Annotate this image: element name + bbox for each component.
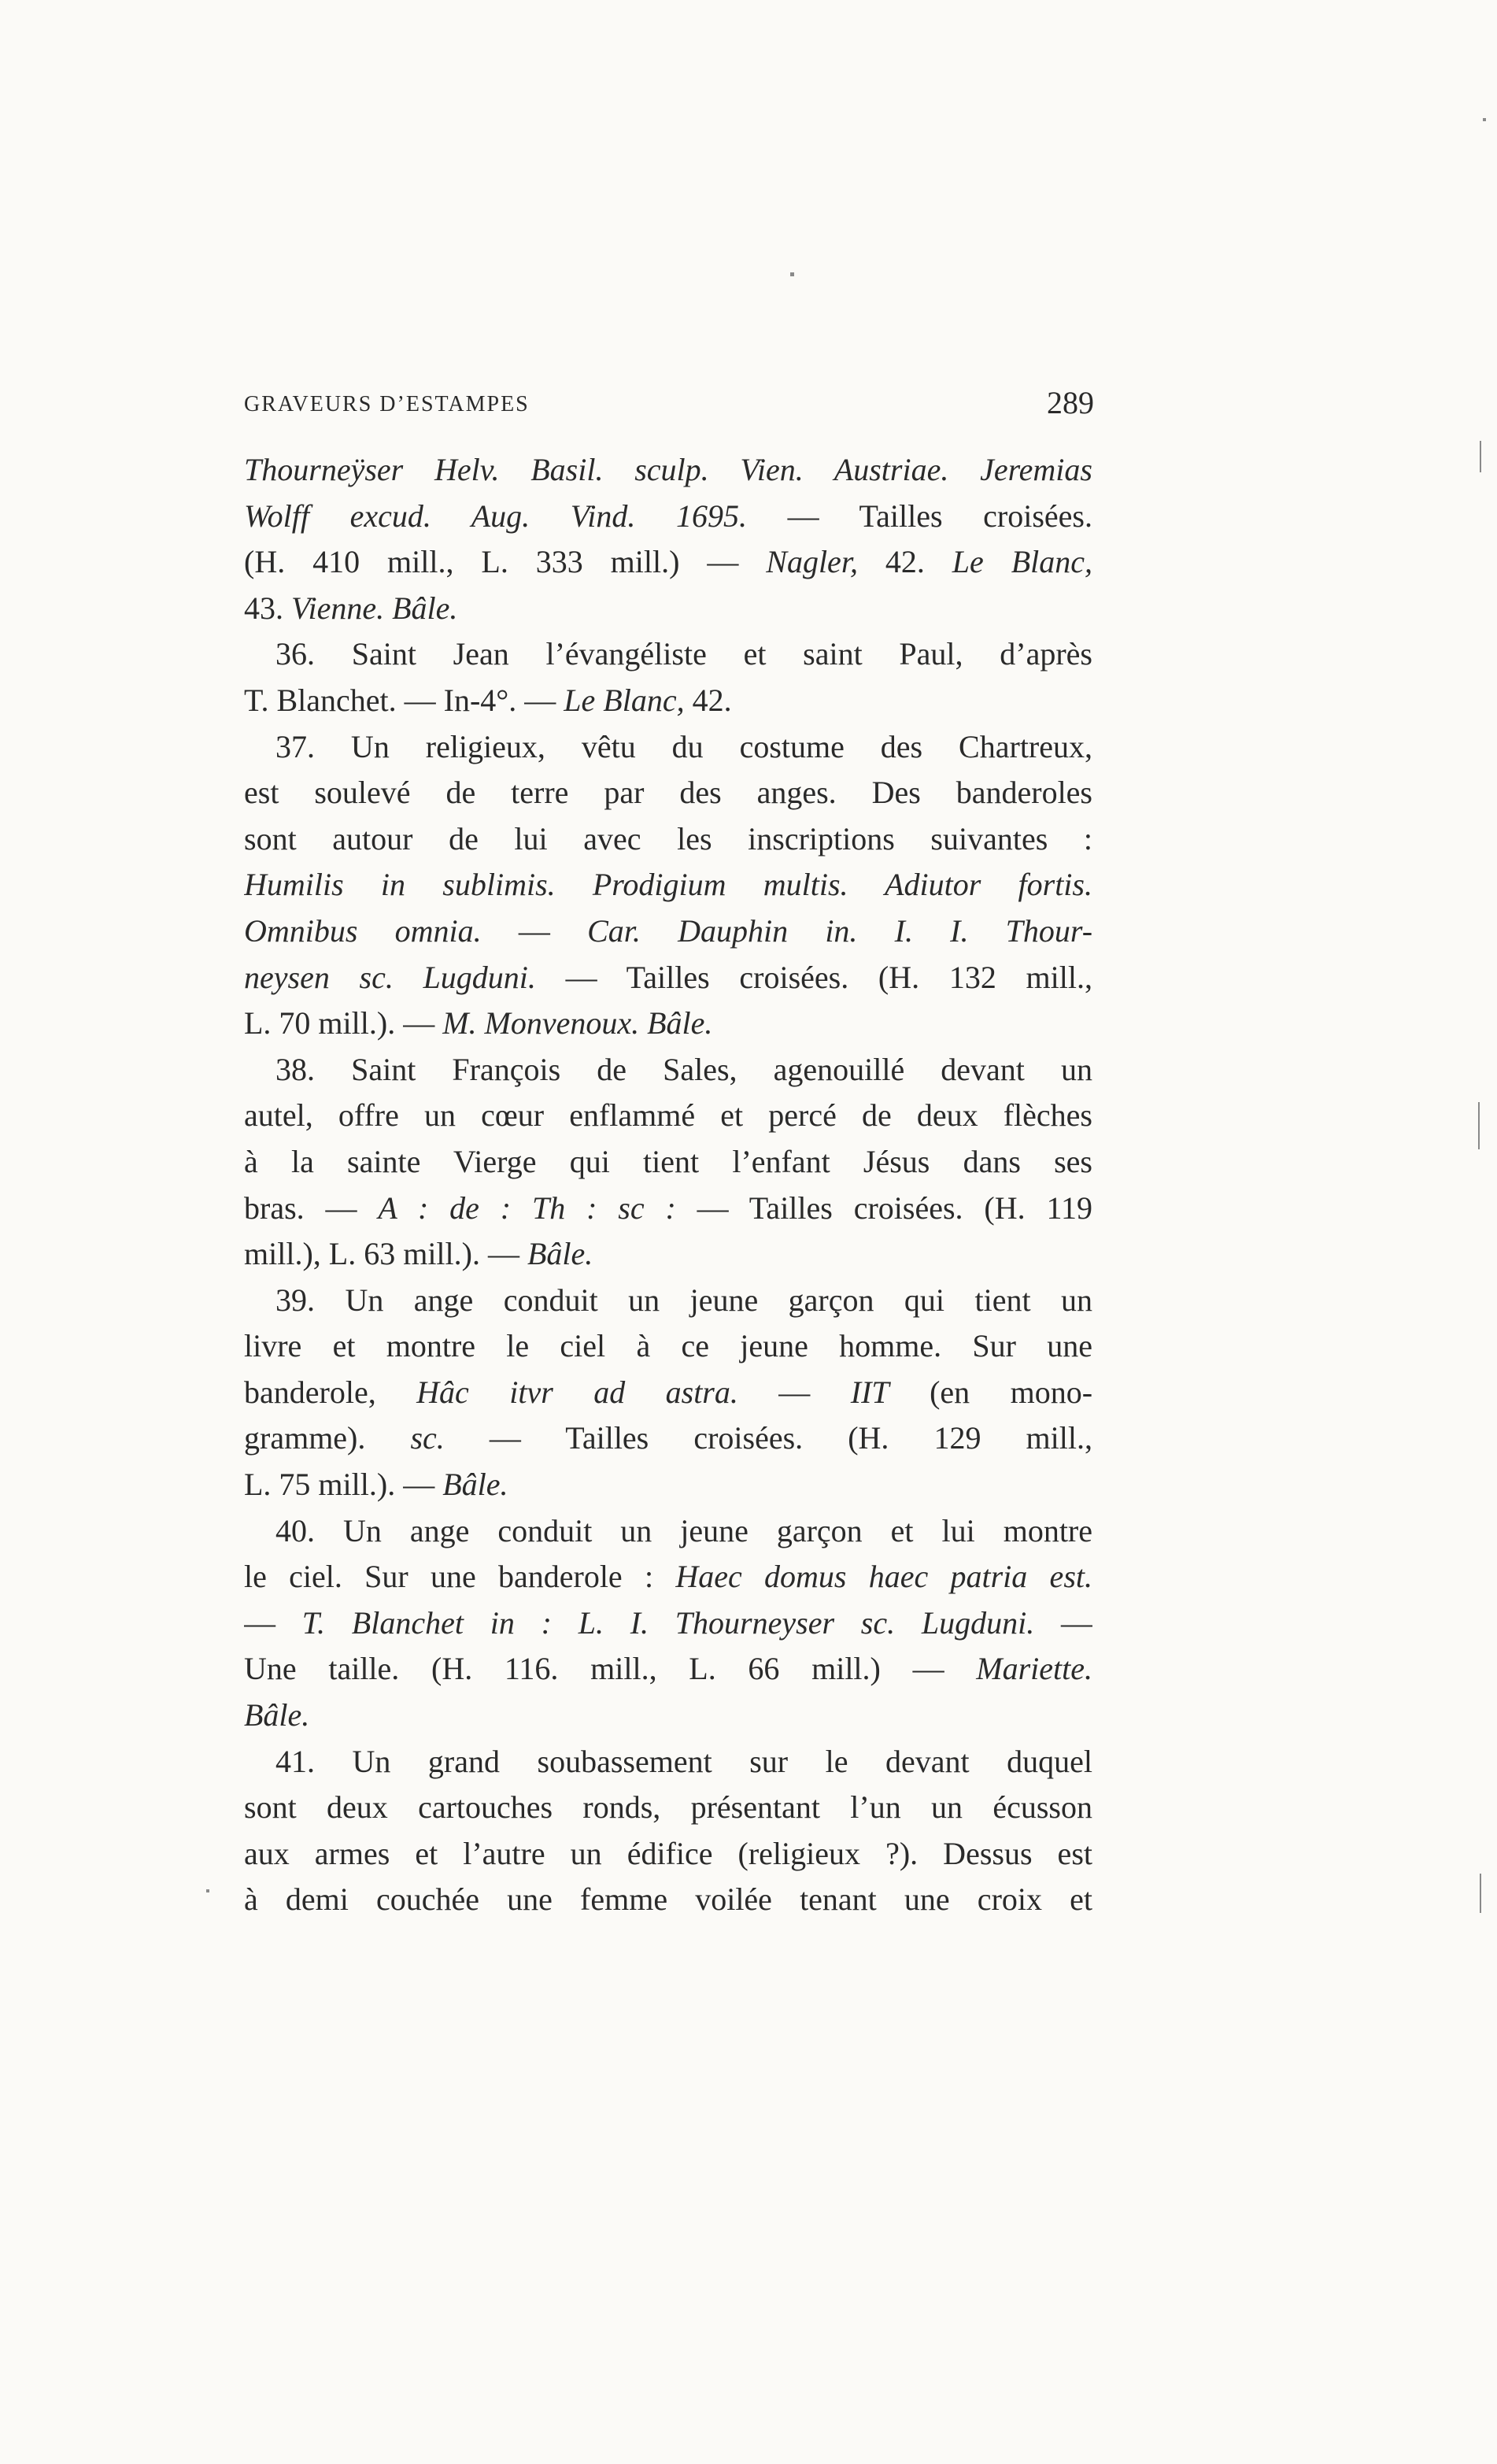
italic-text: Thourneÿser Helv. Basil. sculp. Vien. Austriae. Jeremias <box>244 452 1092 487</box>
italic-text: Nagler, <box>766 544 885 580</box>
roman-text: — Tailles croisées. (H. 132 mill., <box>535 959 1092 995</box>
italic-text: M. Monvenoux. Bâle. <box>442 1005 713 1041</box>
roman-text: 40. Un ange conduit un jeune garçon et lui montre <box>275 1512 1092 1548</box>
italic-text: Humilis in sublimis. Prodigium multis. Adiutor fortis. <box>244 867 1092 903</box>
text-line <box>244 1047 1092 1093</box>
roman-text: à la sainte Vierge qui tient l’enfant Jésus dans ses <box>244 1143 1092 1179</box>
text-line <box>244 631 1092 678</box>
scan-speck <box>206 1889 209 1892</box>
roman-text: (H. 410 mill., L. 333 mill.) — <box>244 544 767 580</box>
scan-speck <box>790 272 794 276</box>
roman-text: 39. Un ange conduit un jeune garçon qui tient un <box>275 1282 1092 1318</box>
italic-text: Bâle. <box>527 1236 593 1272</box>
text-line <box>244 1139 1092 1186</box>
roman-text: 38. Saint François de Sales, agenouillé devant un <box>275 1051 1092 1087</box>
text-line <box>244 586 1092 632</box>
roman-text: T. Blanchet. — In-4°. — <box>244 682 564 718</box>
scan-speck <box>1480 1874 1481 1913</box>
text-line <box>244 908 1092 955</box>
text-line <box>244 1600 1092 1647</box>
roman-text: — Tailles croisées. (H. 129 mill., <box>444 1420 1092 1456</box>
text-line <box>244 494 1092 540</box>
text-line <box>244 1785 1092 1831</box>
roman-text: livre et montre le ciel à ce jeune homme. Sur une <box>244 1328 1092 1364</box>
roman-text: — <box>481 912 588 949</box>
roman-text: L. 70 mill.). — <box>244 1005 443 1041</box>
roman-text: 42. <box>692 682 732 718</box>
text-line <box>244 1693 1092 1739</box>
italic-text: sc. <box>410 1420 445 1456</box>
italic-text: IIT <box>850 1374 889 1410</box>
italic-text: Wolff excud. Aug. Vind. 1695. <box>244 498 747 534</box>
text-line <box>244 1646 1092 1693</box>
scan-speck <box>1480 441 1481 472</box>
roman-text: 37. Un religieux, vêtu du costume des Chartreux, <box>275 728 1092 764</box>
roman-text: 42. <box>885 544 952 580</box>
roman-text: est soulevé de terre par des anges. Des banderoles <box>244 775 1092 811</box>
text-line <box>244 1831 1092 1878</box>
text-line <box>244 1186 1092 1232</box>
text-line <box>244 1093 1092 1139</box>
roman-text: sont deux cartouches ronds, présentant l’un un écusson <box>244 1789 1092 1826</box>
page-header <box>244 384 1094 431</box>
text-line <box>244 1739 1092 1785</box>
italic-text: Mariette. <box>976 1651 1092 1687</box>
text-line <box>244 1278 1092 1324</box>
text-line <box>244 678 1092 724</box>
text-line <box>244 724 1092 771</box>
roman-text: L. 75 mill.). — <box>244 1467 443 1503</box>
scan-speck <box>1483 118 1486 121</box>
text-line <box>244 1554 1092 1600</box>
italic-text: Le Blanc, <box>952 544 1092 580</box>
italic-text: Le Blanc, <box>564 682 693 718</box>
running-title: GRAVEURS D’ESTAMPES <box>244 392 530 416</box>
roman-text: bras. — <box>244 1189 379 1226</box>
text-line <box>244 816 1092 863</box>
text-line <box>244 1462 1092 1508</box>
text-line <box>244 1323 1092 1370</box>
italic-text: Bâle. <box>442 1467 508 1503</box>
text-line <box>244 1508 1092 1555</box>
roman-text: — Tailles croisées. <box>747 498 1092 534</box>
italic-text: T. Blanchet in : L. I. Thourneyser sc. Lugduni. <box>301 1604 1035 1641</box>
text-line <box>244 1370 1092 1416</box>
italic-text: Hâc itvr ad astra. <box>416 1374 738 1410</box>
roman-text: — Tailles croisées. (H. 119 <box>675 1189 1092 1226</box>
roman-text: mill.), L. 63 mill.). — <box>244 1236 527 1272</box>
italic-text: Omnibus omnia. <box>244 912 482 949</box>
roman-text: (en mono- <box>889 1374 1092 1410</box>
text-line <box>244 1231 1092 1278</box>
roman-text: aux armes et l’autre un édifice (religieux ?). Dessus est <box>244 1835 1092 1871</box>
page-number: 289 <box>1047 385 1094 420</box>
roman-text: sont autour de lui avec les inscriptions suivantes : <box>244 820 1092 856</box>
roman-text: — <box>244 1604 302 1641</box>
scan-speck <box>1478 1102 1480 1149</box>
text-line <box>244 770 1092 816</box>
roman-text: — <box>737 1374 851 1410</box>
text-line <box>244 1001 1092 1047</box>
roman-text: gramme). <box>244 1420 411 1456</box>
roman-text: Une taille. (H. 116. mill., L. 66 mill.) — <box>244 1651 977 1687</box>
roman-text: autel, offre un cœur enflammé et percé de deux flèches <box>244 1097 1092 1134</box>
text-line <box>244 447 1092 494</box>
roman-text: 36. Saint Jean l’évangéliste et saint Paul, d’après <box>275 636 1092 672</box>
roman-text: banderole, <box>244 1374 417 1410</box>
italic-text: Car. Dauphin in. I. I. Thour- <box>587 912 1092 949</box>
roman-text: 41. Un grand soubassement sur le devant duquel <box>275 1743 1092 1779</box>
text-line <box>244 1415 1092 1462</box>
body-text <box>244 447 1092 1923</box>
text-line <box>244 539 1092 586</box>
italic-text: Vienne. Bâle. <box>291 590 458 626</box>
roman-text: à demi couchée une femme voilée tenant une croix et <box>244 1881 1092 1918</box>
text-line <box>244 862 1092 908</box>
roman-text: le ciel. Sur une banderole : <box>244 1559 676 1595</box>
italic-text: neysen sc. Lugduni. <box>244 959 536 995</box>
italic-text: A : de : Th : sc : <box>378 1189 676 1226</box>
roman-text: 43. <box>244 590 291 626</box>
text-line <box>244 955 1092 1001</box>
roman-text: — <box>1034 1604 1092 1641</box>
text-line <box>244 1877 1092 1923</box>
italic-text: Bâle. <box>244 1697 310 1733</box>
italic-text: Haec domus haec patria est. <box>675 1559 1092 1595</box>
